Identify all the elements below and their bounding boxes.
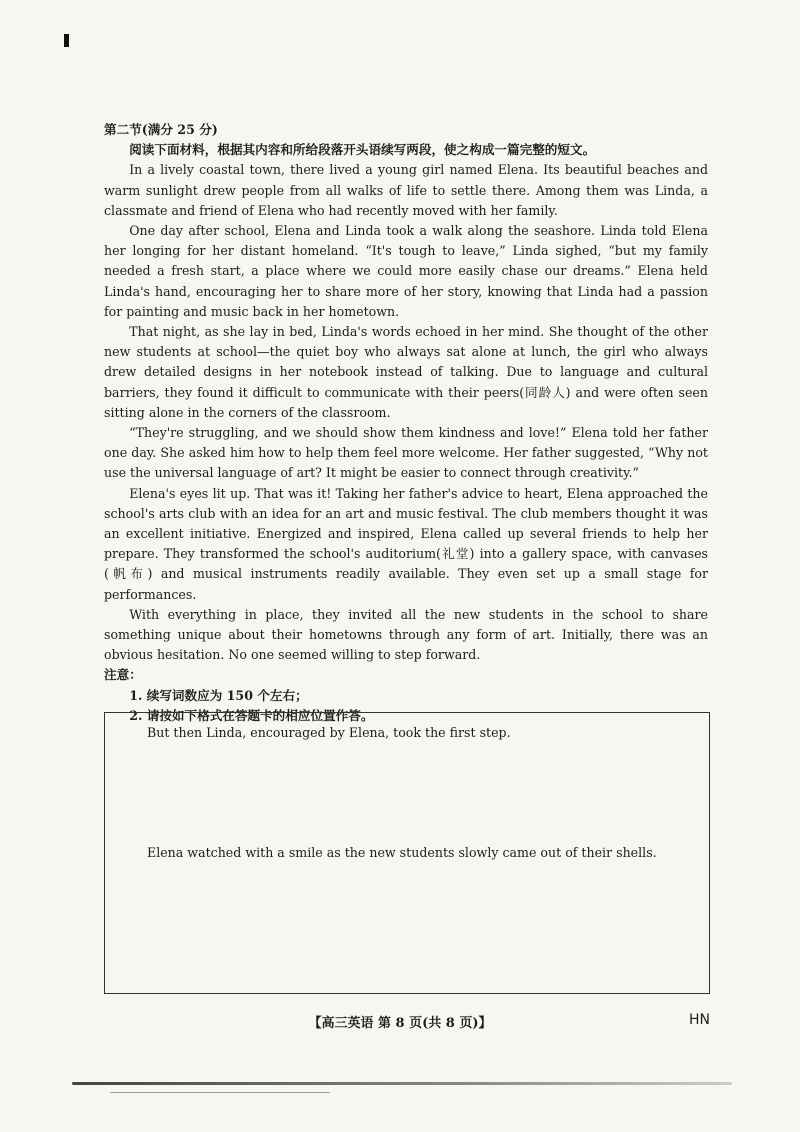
region-code: HN	[689, 1012, 710, 1028]
scan-corner-mark	[64, 34, 69, 47]
page-footer	[0, 1012, 800, 1032]
story-paragraph: In a lively coastal town, there lived a young girl named Elena. Its beautiful beaches and warm sunlight drew people from all walks of life to settle there. Among them was Linda, a classmate and friend of Elena who had recently moved with her family.	[104, 162, 708, 218]
paragraph-starter-1: But then Linda, encouraged by Elena, took the first step.	[147, 725, 511, 740]
story-paragraph: “They're struggling, and we should show them kindness and love!” Elena told her father one day. She asked him how to help them feel more welcome. Her father suggested, “Why not use the universal language of art? It might be easier to connect through creativity.”	[104, 425, 708, 481]
section-title: 第二节(满分 25 分)	[104, 122, 218, 137]
section-instruction: 阅读下面材料，根据其内容和所给段落开头语续写两段，使之构成一篇完整的短文。	[129, 142, 596, 158]
scan-bottom-line	[110, 1092, 330, 1093]
story-paragraph: One day after school, Elena and Linda took a walk along the seashore. Linda told Elena her longing for her distant homeland. “It's tough to leave,” Linda sighed, “but my family needed a fresh start, a place where we could more easily chase our dreams.” Elena held Linda's hand, encouraging her to share more of her story, knowing that Linda had a passion for painting and music back in her hometown.	[104, 223, 708, 319]
note-item: 1. 续写词数应为 150 个左右；	[129, 687, 308, 703]
story-paragraph: That night, as she lay in bed, Linda's words echoed in her mind. She thought of the other new students at school—the quiet boy who always sat alone at lunch, the girl who always drew detailed designs in her notebook instead of talking. Due to language and cultural barriers, they found it difficult to communicate with their peers(同龄人) and were often seen sitting alone in the corners of the classroom.	[104, 324, 708, 420]
notes-heading: 注意：	[104, 667, 142, 683]
story-paragraph: With everything in place, they invited all the new students in the school to share something unique about their hometowns through any form of art. Initially, there was an obvious hesitation. No one seemed willing to step forward.	[104, 606, 708, 663]
answer-box	[104, 712, 710, 994]
scan-bottom-line	[72, 1082, 732, 1085]
question-content	[104, 120, 708, 726]
page-number-label: 【高三英语 第 8 页(共 8 页)】	[308, 1016, 492, 1031]
story-paragraph: Elena's eyes lit up. That was it! Taking her father's advice to heart, Elena approached the school's arts club with an idea for an art and music festival. The club members thought it was an excellent initiative. Energized and inspired, Elena called up several friends to help her prepare. They transformed the school's auditorium(礼堂) into a gallery space, with canvases (帆布) and musical instruments readily available. They even set up a small stage for performances.	[104, 485, 708, 602]
note-item: 2. 请按如下格式在答题卡的相应位置作答。	[129, 707, 374, 723]
paragraph-starter-2: Elena watched with a smile as the new students slowly came out of their shells.	[147, 845, 657, 860]
